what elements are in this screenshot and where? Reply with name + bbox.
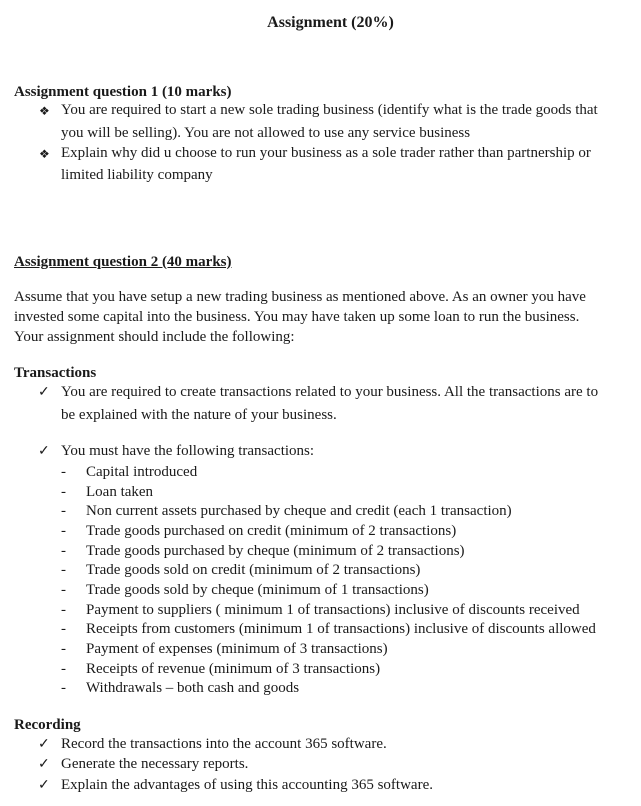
q2-heading: Assignment question 2 (40 marks) (14, 254, 232, 270)
dash-bullet-icon: - (61, 661, 66, 677)
q1-bullet-1-line2: you will be selling). You are not allowed to use any service business (61, 125, 471, 141)
check-mark-icon: ✓ (38, 444, 50, 459)
dash-bullet-icon: - (61, 503, 66, 519)
recording-item-1: Record the transactions into the account 365 software. (61, 736, 387, 752)
dash-bullet-icon: - (61, 523, 66, 539)
recording-item-2: Generate the necessary reports. (61, 756, 249, 772)
transactions-check-1-line2: be explained with the nature of your business. (61, 407, 337, 423)
dash-bullet-icon: - (61, 680, 66, 696)
transactions-check-1-line1: You are required to create transactions related to your business. All the transactions are to (61, 384, 599, 400)
list-item: Payment to suppliers ( minimum 1 of transactions) inclusive of discounts received (86, 602, 580, 618)
transactions-check-2: You must have the following transactions: (61, 443, 315, 459)
list-item: Receipts of revenue (minimum of 3 transactions) (86, 661, 381, 677)
dash-bullet-icon: - (61, 484, 66, 500)
dash-bullet-icon: - (61, 582, 66, 598)
recording-item-3: Explain the advantages of using this accounting 365 software. (61, 777, 433, 793)
q1-bullet-2-line2: limited liability company (61, 167, 213, 183)
list-item: Capital introduced (86, 464, 198, 480)
list-item: Trade goods sold by cheque (minimum of 1 transactions) (86, 582, 429, 598)
list-item: Withdrawals – both cash and goods (86, 680, 300, 696)
q2-intro-line-3: Your assignment should include the following: (14, 329, 295, 345)
q2-intro-line-1: Assume that you have setup a new trading business as mentioned above. As an owner you have (14, 289, 586, 305)
dash-bullet-icon: - (61, 543, 66, 559)
check-mark-icon: ✓ (38, 778, 50, 793)
list-item: Trade goods sold on credit (minimum of 2 transactions) (86, 562, 421, 578)
diamond-bullet-icon: ❖ (39, 104, 50, 118)
dash-bullet-icon: - (61, 602, 66, 618)
page-title: Assignment (20%) (267, 14, 394, 31)
check-mark-icon: ✓ (38, 757, 50, 772)
recording-heading: Recording (14, 717, 81, 733)
list-item: Trade goods purchased on credit (minimum of 2 transactions) (86, 523, 457, 539)
dash-bullet-icon: - (61, 641, 66, 657)
list-item: Payment of expenses (minimum of 3 transactions) (86, 641, 388, 657)
list-item: Trade goods purchased by cheque (minimum of 2 transactions) (86, 543, 465, 559)
list-item: Receipts from customers (minimum 1 of transactions) inclusive of discounts allowed (86, 621, 596, 637)
diamond-bullet-icon: ❖ (39, 147, 50, 161)
q2-intro-line-2: invested some capital into the business. You may have taken up some loan to run the business. (14, 309, 580, 325)
dash-bullet-icon: - (61, 464, 66, 480)
q1-heading: Assignment question 1 (10 marks) (14, 84, 232, 100)
list-item: Loan taken (86, 484, 154, 500)
transactions-heading: Transactions (14, 365, 97, 381)
q1-bullet-2-line1: Explain why did u choose to run your business as a sole trader rather than partnership or (61, 145, 591, 161)
check-mark-icon: ✓ (38, 737, 50, 752)
dash-bullet-icon: - (61, 621, 66, 637)
q1-bullet-1-line1: You are required to start a new sole trading business (identify what is the trade goods that (61, 102, 598, 118)
list-item: Non current assets purchased by cheque and credit (each 1 transaction) (86, 503, 512, 519)
check-mark-icon: ✓ (38, 385, 50, 400)
dash-bullet-icon: - (61, 562, 66, 578)
